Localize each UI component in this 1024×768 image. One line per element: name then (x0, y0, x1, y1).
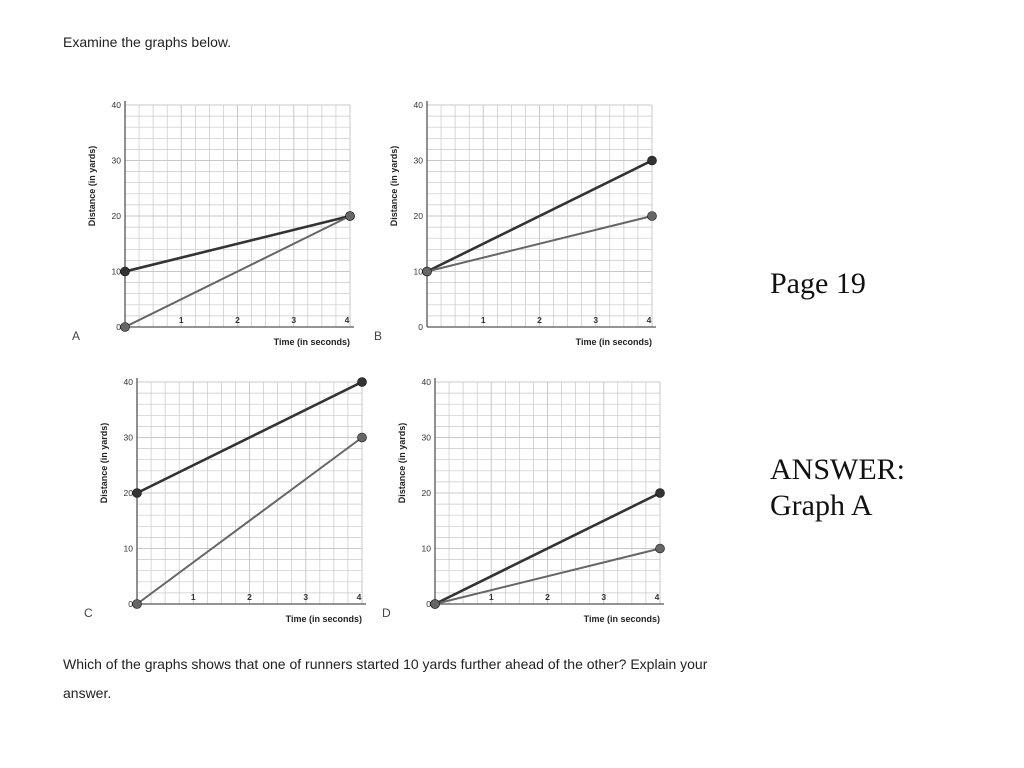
panel-label: D (382, 606, 391, 620)
y-tick-label: 10 (413, 266, 423, 277)
chart-svg (72, 372, 372, 642)
x-tick-label: 2 (545, 592, 550, 602)
x-axis-label: Time (in seconds) (583, 614, 660, 624)
answer-label: ANSWER: (770, 453, 905, 486)
data-point (656, 544, 665, 553)
data-point (133, 489, 142, 498)
graph-a (60, 95, 360, 365)
x-tick-label: 4 (344, 315, 350, 325)
y-tick-label: 30 (111, 155, 121, 166)
x-tick-label: 1 (480, 315, 486, 325)
data-point (656, 489, 665, 498)
y-tick-label: 10 (111, 266, 121, 277)
data-point (423, 267, 432, 276)
x-tick-label: 2 (235, 315, 240, 325)
x-tick-label: 3 (291, 315, 297, 325)
answer-value: Graph A (770, 489, 873, 522)
x-tick-label: 4 (356, 592, 362, 602)
data-point (431, 600, 440, 609)
graph-b (362, 95, 662, 365)
y-tick-label: 30 (421, 432, 431, 443)
y-tick-label: 20 (123, 488, 133, 498)
chart-svg (362, 95, 662, 365)
data-point (358, 433, 367, 442)
panel-label: A (72, 329, 81, 343)
x-axis-label: Time (in seconds) (575, 337, 652, 347)
x-axis-label: Time (in seconds) (285, 614, 362, 624)
x-tick-label: 4 (646, 315, 652, 325)
x-tick-label: 2 (247, 592, 252, 602)
grid (137, 382, 362, 604)
x-tick-label: 3 (593, 315, 599, 325)
y-tick-label: 0 (116, 322, 121, 332)
data-point (133, 600, 142, 609)
y-tick-label: 10 (123, 543, 133, 554)
page-number: Page 19 (770, 267, 866, 300)
x-tick-label: 3 (601, 592, 607, 602)
data-point (648, 212, 657, 221)
data-point (121, 267, 130, 276)
chart-svg (370, 372, 670, 642)
x-tick-label: 1 (178, 315, 184, 325)
data-point (346, 212, 355, 221)
y-axis-label: Distance (in yards) (389, 145, 399, 227)
y-tick-label: 0 (128, 599, 133, 609)
graph-c (72, 372, 372, 642)
chart-svg (60, 95, 360, 365)
y-tick-label: 30 (123, 432, 133, 443)
grid (435, 382, 660, 604)
panel-label: B (374, 329, 383, 343)
x-tick-label: 3 (303, 592, 309, 602)
y-tick-label: 20 (421, 488, 431, 498)
graph-d (370, 372, 670, 642)
y-tick-label: 40 (111, 100, 121, 110)
x-tick-label: 2 (537, 315, 542, 325)
y-axis-label: Distance (in yards) (87, 145, 97, 227)
y-tick-label: 40 (413, 100, 423, 110)
x-tick-label: 1 (488, 592, 494, 602)
answer-block (770, 452, 905, 524)
y-tick-label: 20 (111, 211, 121, 221)
x-tick-label: 1 (190, 592, 196, 602)
y-tick-label: 20 (413, 211, 423, 221)
y-tick-label: 10 (421, 543, 431, 554)
y-tick-label: 0 (426, 599, 431, 609)
intro-text: Examine the graphs below. (63, 34, 232, 50)
data-point (648, 156, 657, 165)
y-axis-label: Distance (in yards) (99, 422, 109, 504)
data-point (358, 378, 367, 387)
x-tick-label: 4 (654, 592, 660, 602)
panel-label: C (84, 606, 93, 620)
y-tick-label: 30 (413, 155, 423, 166)
question-text: Which of the graphs shows that one of runners started 10 yards further ahead of the other? Explain your answer. (63, 656, 708, 701)
y-tick-label: 0 (418, 322, 423, 332)
y-tick-label: 40 (123, 377, 133, 387)
grid (125, 105, 350, 327)
x-axis-label: Time (in seconds) (273, 337, 350, 347)
data-point (121, 323, 130, 332)
y-tick-label: 40 (421, 377, 431, 387)
y-axis-label: Distance (in yards) (397, 422, 407, 504)
